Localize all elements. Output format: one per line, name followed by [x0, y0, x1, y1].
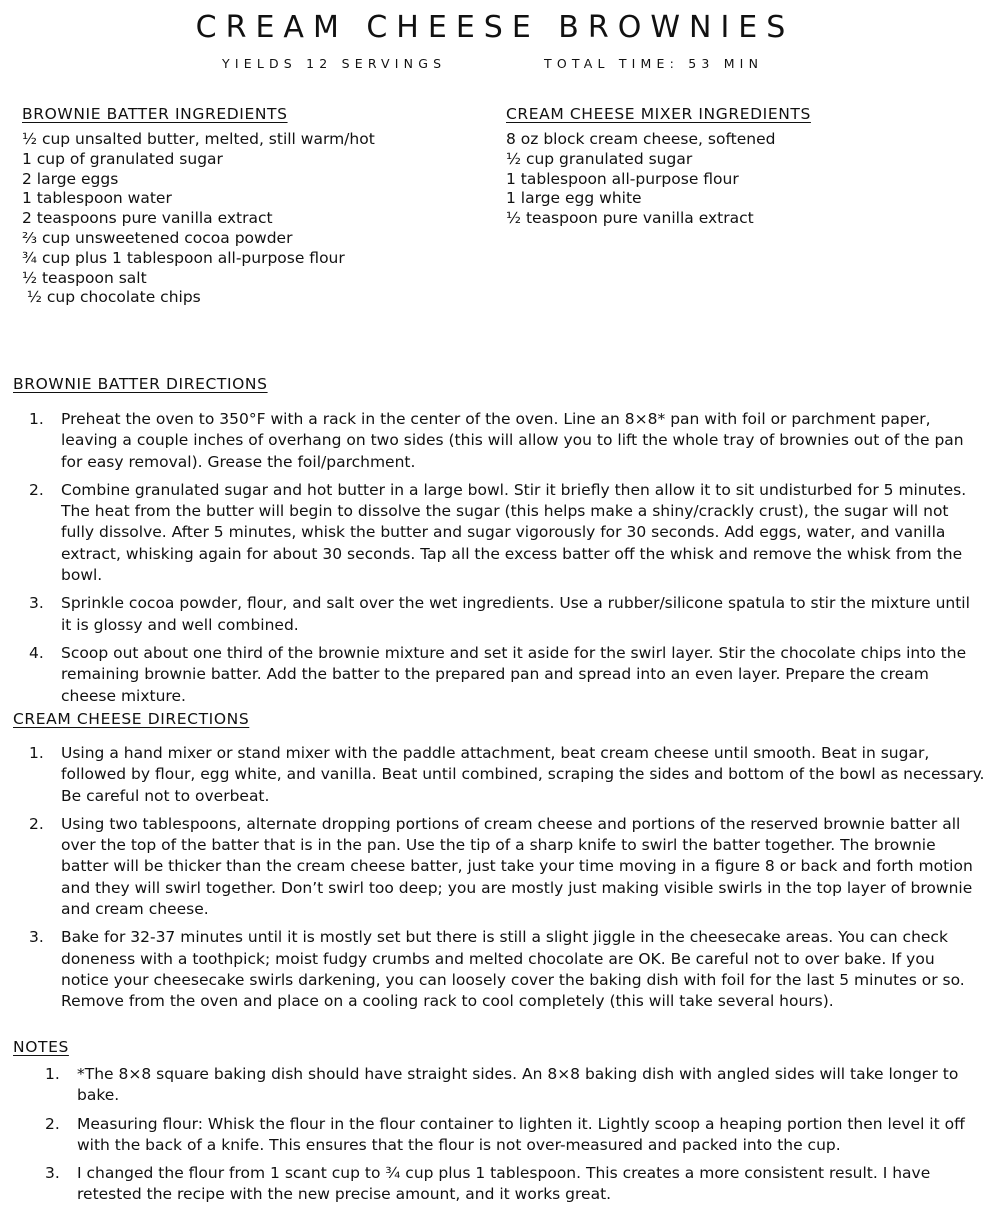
- note-number: 3.: [45, 1164, 60, 1183]
- note-text: *The 8×8 square baking dish should have straight sides. An 8×8 baking dish with angled sides will take longer to bake.: [77, 1065, 959, 1105]
- step-number: 1.: [29, 410, 44, 428]
- list-item: ½ teaspoon salt: [22, 268, 147, 287]
- cream-cheese-ingredients-list: [506, 130, 775, 229]
- list-item: ¾ cup plus 1 tablespoon all-purpose flour: [22, 248, 345, 267]
- step-text: Sprinkle cocoa powder, flour, and salt over the wet ingredients. Use a rubber/silicone spatula to stir the mixture until it is glossy and well combined.: [61, 594, 970, 634]
- notes-heading: NOTES: [13, 1038, 69, 1056]
- step-text: Using two tablespoons, alternate dropping portions of cream cheese and portions of the reserved brownie batter all over the top of the batter that is in the pan. Use the tip of a sharp knife to swirl the batter together. The brownie batter will be thicker than the cream cheese batter, just take your time moving in a figure 8 or back and forth motion and they will swirl together. Don’t swirl too deep; you are mostly just making visible swirls in the top layer of brownie and cream cheese.: [61, 814, 973, 919]
- step-number: 3.: [29, 594, 44, 613]
- list-item: ½ cup unsalted butter, melted, still warm/hot: [22, 130, 375, 148]
- list-item: [13, 409, 985, 473]
- list-item: [13, 1064, 985, 1107]
- step-number: 2.: [29, 480, 44, 499]
- step-number: 4.: [29, 643, 44, 662]
- list-item: ⅔ cup unsweetened cocoa powder: [22, 228, 293, 247]
- list-item: 2 teaspoons pure vanilla extract: [22, 209, 273, 228]
- list-item: 1 tablespoon all-purpose flour: [506, 169, 739, 188]
- notes-list: [13, 1064, 985, 1213]
- brownie-ingredients-heading: BROWNIE BATTER INGREDIENTS: [22, 105, 288, 123]
- brownie-directions-list: [13, 409, 985, 714]
- list-item: 2 large eggs: [22, 169, 119, 188]
- list-item: [13, 743, 985, 807]
- note-text: Measuring flour: Whisk the flour in the flour container to lighten it. Lightly scoop a heaping portion then level it off with the back of a knife. This ensures that the flour is not over-measured and packed into the cup.: [77, 1114, 965, 1154]
- step-text: Preheat the oven to 350°F with a rack in the center of the oven. Line an 8×8* pan with foil or parchment paper, leaving a couple inches of overhang on two sides (this will allow you to lift the whole tray of brownies out of the pan for easy removal). Grease the foil/parchment.: [61, 410, 964, 471]
- list-item: 1 large egg white: [506, 189, 642, 208]
- cream-cheese-ingredients-heading: CREAM CHEESE MIXER INGREDIENTS: [506, 105, 811, 123]
- list-item: [13, 593, 985, 636]
- step-text: Bake for 32-37 minutes until it is mostly set but there is still a slight jiggle in the cheesecake areas. You can check doneness with a toothpick; moist fudgy crumbs and melted chocolate are OK. Be careful not to over bake. If you notice your cheesecake swirls darkening, you can loosely cover the baking dish with foil for the last 5 minutes or so. Remove from the oven and place on a cooling rack to cool completely (this will take several hours).: [61, 928, 965, 1011]
- list-item: [13, 1163, 985, 1206]
- list-item: [13, 480, 985, 586]
- list-item: ½ cup granulated sugar: [506, 149, 693, 168]
- list-item: 1 tablespoon water: [22, 189, 172, 208]
- list-item: [13, 643, 985, 707]
- note-text: I changed the flour from 1 scant cup to ¾ cup plus 1 tablespoon. This creates a more consistent result. I have retested the recipe with the new precise amount, and it works great.: [77, 1164, 931, 1204]
- total-time-label: TOTAL TIME: 53 MIN: [544, 56, 764, 71]
- step-number: 2.: [29, 814, 44, 833]
- brownie-ingredients-list: [22, 130, 375, 308]
- note-number: 1.: [45, 1065, 60, 1083]
- list-item: ½ cup chocolate chips: [22, 288, 201, 307]
- cream-cheese-directions-heading: CREAM CHEESE DIRECTIONS: [13, 710, 250, 728]
- step-text: Combine granulated sugar and hot butter in a large bowl. Stir it briefly then allow it to sit undisturbed for 5 minutes. The heat from the butter will begin to dissolve the sugar (this helps make a shiny/crackly crust), the sugar will not fully dissolve. After 5 minutes, whisk the butter and sugar vigorously for 30 seconds. Add eggs, water, and vanilla extract, whisking again for about 30 seconds. Tap all the excess batter off the whisk and remove the whisk from the bowl.: [61, 480, 967, 585]
- list-item: 1 cup of granulated sugar: [22, 149, 223, 168]
- list-item: 8 oz block cream cheese, softened: [506, 130, 776, 148]
- step-number: 1.: [29, 744, 44, 762]
- list-item: [13, 814, 985, 920]
- list-item: [13, 1114, 985, 1157]
- note-number: 2.: [45, 1114, 60, 1133]
- list-item: [13, 927, 985, 1012]
- brownie-directions-heading: BROWNIE BATTER DIRECTIONS: [13, 375, 268, 393]
- step-text: Using a hand mixer or stand mixer with the paddle attachment, beat cream cheese until smooth. Beat in sugar, followed by flour, egg white, and vanilla. Beat until combined, scraping the sides and bottom of the bowl as necessary. Be careful not to overbeat.: [61, 744, 985, 805]
- list-item: ½ teaspoon pure vanilla extract: [506, 209, 754, 228]
- step-number: 3.: [29, 928, 44, 947]
- recipe-title: CREAM CHEESE BROWNIES: [195, 10, 795, 45]
- step-text: Scoop out about one third of the brownie mixture and set it aside for the swirl layer. Stir the chocolate chips into the remaining brownie batter. Add the batter to the prepared pan and spread into an even layer. Prepare the cream cheese mixture.: [61, 643, 967, 705]
- cream-cheese-directions-list: [13, 743, 985, 1020]
- yields-label: YIELDS 12 SERVINGS: [222, 56, 447, 71]
